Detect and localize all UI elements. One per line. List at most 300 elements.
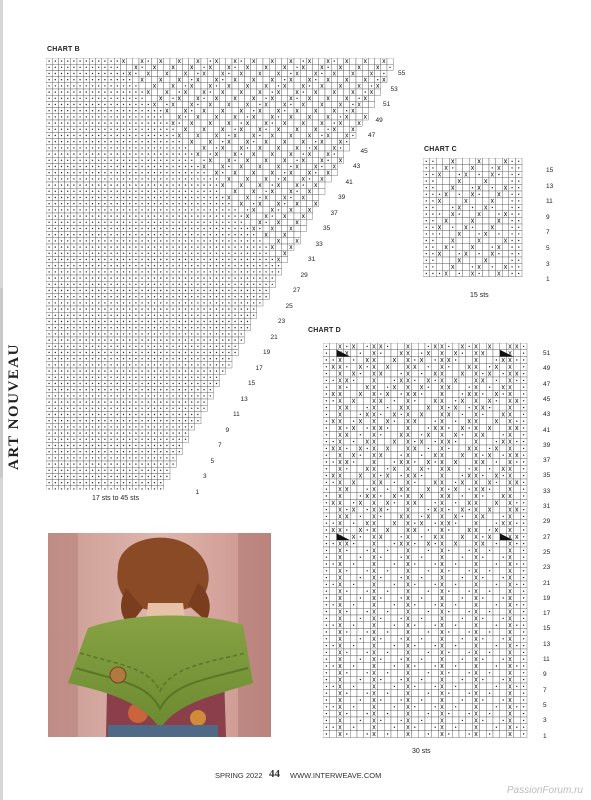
purl-symbol [117, 234, 118, 235]
purl-symbol [110, 129, 111, 130]
purl-symbol [148, 339, 149, 340]
purl-symbol [98, 228, 99, 229]
chart-cell [207, 108, 213, 114]
purl-symbol [148, 215, 149, 216]
purl-symbol [185, 327, 186, 328]
purl-symbol [55, 488, 56, 489]
purl-symbol [203, 315, 204, 316]
purl-symbol [141, 234, 142, 235]
purl-symbol [160, 383, 161, 384]
purl-symbol [92, 85, 93, 86]
chart-cell [238, 64, 244, 70]
purl-symbol [459, 174, 460, 175]
purl-symbol [346, 110, 347, 111]
chart-cell [436, 158, 443, 165]
purl-symbol [55, 141, 56, 142]
purl-symbol [148, 104, 149, 105]
purl-symbol [86, 271, 87, 272]
purl-symbol [117, 302, 118, 303]
purl-symbol [79, 370, 80, 371]
chart-cell [325, 120, 331, 126]
purl-symbol [241, 321, 242, 322]
chart-cell [275, 157, 281, 163]
purl-symbol [166, 141, 167, 142]
purl-symbol [203, 395, 204, 396]
purl-symbol [154, 265, 155, 266]
purl-symbol [123, 488, 124, 489]
chart-cell [244, 201, 250, 207]
purl-symbol [92, 377, 93, 378]
purl-symbol [179, 122, 180, 123]
purl-symbol [135, 277, 136, 278]
purl-symbol [104, 240, 105, 241]
purl-symbol [203, 408, 204, 409]
chart-cell [300, 114, 306, 120]
purl-symbol [98, 476, 99, 477]
chart-cell [251, 89, 257, 95]
purl-symbol [48, 141, 49, 142]
purl-symbol [73, 451, 74, 452]
purl-symbol [110, 172, 111, 173]
purl-symbol [172, 414, 173, 415]
purl-symbol [48, 215, 49, 216]
chart-cell [213, 108, 219, 114]
purl-symbol [135, 240, 136, 241]
purl-symbol [129, 91, 130, 92]
purl-symbol [92, 457, 93, 458]
purl-symbol [92, 91, 93, 92]
chart-cell [313, 151, 319, 157]
purl-symbol [110, 234, 111, 235]
purl-symbol [160, 414, 161, 415]
purl-symbol [166, 352, 167, 353]
purl-symbol [191, 296, 192, 297]
row-number: 7 [218, 442, 222, 449]
purl-symbol [123, 302, 124, 303]
purl-symbol [129, 122, 130, 123]
purl-symbol [123, 457, 124, 458]
purl-symbol [123, 315, 124, 316]
purl-symbol [179, 389, 180, 390]
purl-symbol [104, 277, 105, 278]
chart-cell [313, 132, 319, 138]
purl-symbol [79, 104, 80, 105]
purl-symbol [241, 259, 242, 260]
purl-symbol [160, 463, 161, 464]
purl-symbol [73, 60, 74, 61]
purl-symbol [203, 370, 204, 371]
chart-cell [151, 89, 157, 95]
chart-cell [238, 77, 244, 83]
purl-symbol [55, 296, 56, 297]
section-label: ART NOUVEAU [6, 343, 22, 470]
chart-cell [170, 58, 176, 64]
purl-symbol [117, 141, 118, 142]
purl-symbol [179, 302, 180, 303]
purl-symbol [55, 470, 56, 471]
chart-cell [238, 170, 244, 176]
purl-symbol [73, 246, 74, 247]
purl-symbol [79, 482, 80, 483]
purl-symbol [172, 439, 173, 440]
purl-symbol [92, 147, 93, 148]
purl-symbol [104, 463, 105, 464]
purl-symbol [148, 364, 149, 365]
purl-symbol [92, 209, 93, 210]
purl-symbol [123, 377, 124, 378]
purl-symbol [191, 290, 192, 291]
chart-cell [120, 64, 126, 70]
chart-cell [164, 114, 170, 120]
purl-symbol [197, 315, 198, 316]
chart-cell [251, 145, 257, 151]
purl-symbol [104, 451, 105, 452]
purl-symbol [141, 259, 142, 260]
purl-symbol [55, 129, 56, 130]
chart-cell [226, 170, 232, 176]
purl-symbol [104, 197, 105, 198]
purl-symbol [86, 408, 87, 409]
purl-symbol [141, 401, 142, 402]
purl-symbol [179, 147, 180, 148]
purl-symbol [55, 426, 56, 427]
chart-cell [288, 219, 294, 225]
purl-symbol [123, 395, 124, 396]
purl-symbol [210, 203, 211, 204]
purl-symbol [61, 476, 62, 477]
purl-symbol [197, 73, 198, 74]
purl-symbol [98, 470, 99, 471]
purl-symbol [253, 246, 254, 247]
purl-symbol [48, 426, 49, 427]
chart-cell [337, 132, 343, 138]
purl-symbol [110, 135, 111, 136]
purl-symbol [154, 414, 155, 415]
purl-symbol [129, 327, 130, 328]
chart-cell [176, 101, 182, 107]
chart-cell [306, 101, 312, 107]
purl-symbol [79, 277, 80, 278]
purl-symbol [203, 222, 204, 223]
purl-symbol [98, 482, 99, 483]
purl-symbol [98, 321, 99, 322]
chart-cell [238, 176, 244, 182]
chart-cell [368, 64, 374, 70]
chart-cell [145, 64, 151, 70]
purl-symbol [61, 308, 62, 309]
purl-symbol [160, 197, 161, 198]
chart-cell [232, 176, 238, 182]
purl-symbol [129, 315, 130, 316]
purl-symbol [148, 265, 149, 266]
chart-cell [220, 114, 226, 120]
purl-symbol [166, 476, 167, 477]
purl-symbol [86, 197, 87, 198]
purl-symbol [172, 215, 173, 216]
purl-symbol [203, 364, 204, 365]
purl-symbol [210, 253, 211, 254]
purl-symbol [92, 321, 93, 322]
purl-symbol [216, 302, 217, 303]
purl-symbol [98, 197, 99, 198]
purl-symbol [110, 184, 111, 185]
purl-symbol [79, 172, 80, 173]
purl-symbol [110, 277, 111, 278]
chart-cell [300, 201, 306, 207]
purl-symbol [98, 339, 99, 340]
purl-symbol [160, 401, 161, 402]
purl-symbol [253, 240, 254, 241]
purl-symbol [191, 426, 192, 427]
purl-symbol [48, 122, 49, 123]
purl-symbol [86, 476, 87, 477]
purl-symbol [110, 308, 111, 309]
purl-symbol [141, 98, 142, 99]
purl-symbol [166, 395, 167, 396]
chart-cell [226, 188, 232, 194]
purl-symbol [104, 321, 105, 322]
chart-cell [288, 213, 294, 219]
purl-symbol [197, 166, 198, 167]
purl-symbol [117, 129, 118, 130]
purl-symbol [148, 60, 149, 61]
purl-symbol [61, 401, 62, 402]
purl-symbol [197, 308, 198, 309]
purl-symbol [166, 222, 167, 223]
purl-symbol [154, 327, 155, 328]
purl-symbol [185, 265, 186, 266]
chart-cell [463, 184, 470, 191]
purl-symbol [110, 364, 111, 365]
chart-cell [282, 58, 288, 64]
purl-symbol [185, 408, 186, 409]
purl-symbol [79, 290, 80, 291]
chart-cell [362, 64, 368, 70]
purl-symbol [110, 346, 111, 347]
purl-symbol [284, 203, 285, 204]
chart-cell [189, 95, 195, 101]
purl-symbol [191, 358, 192, 359]
purl-symbol [73, 215, 74, 216]
purl-symbol [73, 383, 74, 384]
purl-symbol [154, 296, 155, 297]
purl-symbol [129, 147, 130, 148]
purl-symbol [110, 370, 111, 371]
chart-cell [176, 70, 182, 76]
purl-symbol [172, 209, 173, 210]
purl-symbol [79, 389, 80, 390]
purl-symbol [247, 228, 248, 229]
purl-symbol [98, 240, 99, 241]
purl-symbol [154, 129, 155, 130]
purl-symbol [141, 197, 142, 198]
purl-symbol [55, 445, 56, 446]
purl-symbol [117, 296, 118, 297]
purl-symbol [117, 476, 118, 477]
chart-cell [263, 170, 269, 176]
purl-symbol [55, 122, 56, 123]
purl-symbol [228, 346, 229, 347]
purl-symbol [73, 439, 74, 440]
chart-cell [300, 77, 306, 83]
purl-symbol [92, 482, 93, 483]
purl-symbol [247, 271, 248, 272]
purl-symbol [154, 160, 155, 161]
purl-symbol [228, 246, 229, 247]
purl-symbol [327, 129, 328, 130]
purl-symbol [79, 215, 80, 216]
purl-symbol [98, 246, 99, 247]
purl-symbol [234, 246, 235, 247]
purl-symbol [160, 302, 161, 303]
purl-symbol [79, 234, 80, 235]
purl-symbol [110, 327, 111, 328]
purl-symbol [123, 463, 124, 464]
purl-symbol [86, 122, 87, 123]
purl-symbol [216, 370, 217, 371]
chart-cell [164, 58, 170, 64]
purl-symbol [110, 315, 111, 316]
purl-symbol [321, 135, 322, 136]
purl-symbol [117, 451, 118, 452]
purl-symbol [191, 389, 192, 390]
purl-symbol [228, 284, 229, 285]
purl-symbol [228, 290, 229, 291]
purl-symbol [129, 166, 130, 167]
purl-symbol [86, 470, 87, 471]
purl-symbol [110, 451, 111, 452]
purl-symbol [73, 389, 74, 390]
purl-symbol [61, 315, 62, 316]
purl-symbol [73, 222, 74, 223]
purl-symbol [61, 445, 62, 446]
purl-symbol [228, 296, 229, 297]
purl-symbol [61, 222, 62, 223]
purl-symbol [166, 153, 167, 154]
purl-symbol [185, 178, 186, 179]
purl-symbol [135, 259, 136, 260]
purl-symbol [123, 129, 124, 130]
purl-symbol [48, 457, 49, 458]
purl-symbol [67, 116, 68, 117]
chart-cell [288, 238, 294, 244]
purl-symbol [272, 91, 273, 92]
purl-symbol [92, 364, 93, 365]
chart-cell [350, 83, 356, 89]
chart-cell [275, 194, 281, 200]
purl-symbol [203, 377, 204, 378]
chart-cell [300, 70, 306, 76]
purl-symbol [92, 414, 93, 415]
purl-symbol [55, 184, 56, 185]
purl-symbol [141, 414, 142, 415]
purl-symbol [73, 408, 74, 409]
purl-symbol [166, 377, 167, 378]
purl-symbol [104, 333, 105, 334]
purl-symbol [98, 184, 99, 185]
purl-symbol [86, 364, 87, 365]
purl-symbol [110, 439, 111, 440]
purl-symbol [185, 414, 186, 415]
purl-symbol [148, 172, 149, 173]
purl-symbol [117, 122, 118, 123]
purl-symbol [86, 426, 87, 427]
purl-symbol [129, 153, 130, 154]
purl-symbol [135, 234, 136, 235]
purl-symbol [179, 290, 180, 291]
chart-cell [319, 89, 325, 95]
purl-symbol [92, 60, 93, 61]
purl-symbol [123, 339, 124, 340]
purl-symbol [197, 259, 198, 260]
purl-symbol [160, 432, 161, 433]
purl-symbol [259, 135, 260, 136]
purl-symbol [321, 166, 322, 167]
purl-symbol [73, 265, 74, 266]
purl-symbol [203, 246, 204, 247]
purl-symbol [141, 129, 142, 130]
purl-symbol [129, 420, 130, 421]
purl-symbol [79, 73, 80, 74]
chart-cell [344, 89, 350, 95]
purl-symbol [228, 209, 229, 210]
chart-cell [443, 158, 450, 165]
purl-symbol [67, 389, 68, 390]
purl-symbol [104, 67, 105, 68]
purl-symbol [172, 265, 173, 266]
purl-symbol [48, 222, 49, 223]
purl-symbol [92, 197, 93, 198]
chart-cell [232, 101, 238, 107]
purl-symbol [98, 370, 99, 371]
purl-symbol [154, 147, 155, 148]
purl-symbol [160, 116, 161, 117]
purl-symbol [141, 395, 142, 396]
purl-symbol [216, 346, 217, 347]
purl-symbol [61, 352, 62, 353]
purl-symbol [48, 79, 49, 80]
purl-symbol [284, 172, 285, 173]
purl-symbol [135, 271, 136, 272]
purl-symbol [154, 333, 155, 334]
purl-symbol [104, 377, 105, 378]
chart-cell [244, 163, 250, 169]
purl-symbol [110, 197, 111, 198]
purl-symbol [185, 358, 186, 359]
purl-symbol [92, 240, 93, 241]
purl-symbol [141, 358, 142, 359]
purl-symbol [191, 346, 192, 347]
purl-symbol [135, 476, 136, 477]
purl-symbol [92, 135, 93, 136]
purl-symbol [191, 302, 192, 303]
purl-symbol [166, 463, 167, 464]
chart-cell [213, 64, 219, 70]
purl-symbol [86, 98, 87, 99]
purl-symbol [73, 401, 74, 402]
chart-cell [263, 89, 269, 95]
row-number: 51 [383, 101, 391, 108]
purl-symbol [148, 228, 149, 229]
purl-symbol [265, 253, 266, 254]
purl-symbol [98, 153, 99, 154]
purl-symbol [79, 296, 80, 297]
purl-symbol [104, 364, 105, 365]
purl-symbol [172, 178, 173, 179]
purl-symbol [216, 191, 217, 192]
purl-symbol [166, 432, 167, 433]
purl-symbol [203, 215, 204, 216]
